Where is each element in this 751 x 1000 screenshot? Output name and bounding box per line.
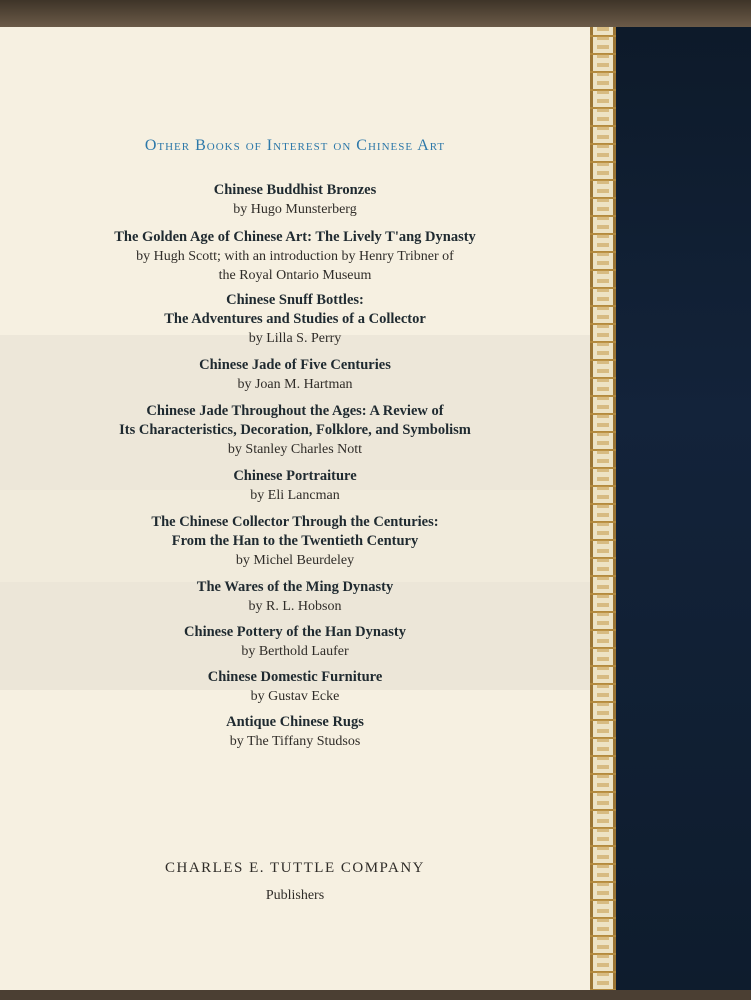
book-entry	[0, 228, 590, 285]
book-author: by Stanley Charles Nott	[227, 442, 363, 457]
fret-border-decoration	[590, 27, 616, 990]
book-author: by Michel Beurdeley	[235, 553, 355, 568]
book-title: Chinese Jade of Five Centuries	[199, 357, 391, 373]
book-title: Chinese Portraiture	[233, 468, 357, 484]
book-entry	[0, 356, 590, 394]
book-author: by Gustav Ecke	[250, 689, 340, 704]
book-title: The Chinese Collector Through the Centuries: From the Han to the Twentieth Century	[151, 514, 439, 549]
book-list-content	[0, 27, 590, 990]
book-title: Chinese Buddhist Bronzes	[213, 182, 377, 198]
book-author: by The Tiffany Studsos	[229, 734, 361, 749]
book-author: by Eli Lancman	[250, 488, 340, 503]
book-entry	[0, 181, 590, 219]
book-entry	[0, 578, 590, 616]
book-entry	[0, 291, 590, 348]
list-heading: Other Books of Interest on Chinese Art	[144, 137, 446, 154]
book-title: The Golden Age of Chinese Art: The Lively T'ang Dynasty	[114, 229, 476, 245]
book-title: Antique Chinese Rugs	[226, 714, 364, 730]
book-author: by R. L. Hobson	[248, 599, 342, 614]
book-title: The Wares of the Ming Dynasty	[196, 579, 394, 595]
back-cover-page	[0, 27, 590, 990]
book-bottom-edge	[0, 990, 751, 1000]
book-entry	[0, 513, 590, 570]
book-title: Chinese Snuff Bottles: The Adventures and Studies of a Collector	[164, 292, 426, 327]
book-entry	[0, 668, 590, 706]
book-title: Chinese Jade Throughout the Ages: A Review of Its Characteristics, Decoration, Folklore, and Symbolism	[119, 403, 471, 438]
book-top-edge	[0, 0, 751, 27]
book-entry	[0, 402, 590, 459]
cloth-spine	[616, 27, 751, 990]
book-author: by Hugo Munsterberg	[233, 202, 357, 217]
book-entry	[0, 623, 590, 661]
book-entry	[0, 467, 590, 505]
book-entry	[0, 713, 590, 751]
publisher-name: CHARLES E. TUTTLE COMPANY	[164, 860, 426, 876]
book-author: by Berthold Laufer	[241, 644, 349, 659]
book-author: by Lilla S. Perry	[248, 331, 342, 346]
book-author: by Joan M. Hartman	[237, 377, 353, 392]
book-title: Chinese Pottery of the Han Dynasty	[184, 624, 406, 640]
book-title: Chinese Domestic Furniture	[207, 669, 383, 685]
publisher-subtitle: Publishers	[265, 888, 325, 903]
book-author: by Hugh Scott; with an introduction by Henry Tribner of the Royal Ontario Museum	[136, 249, 454, 283]
